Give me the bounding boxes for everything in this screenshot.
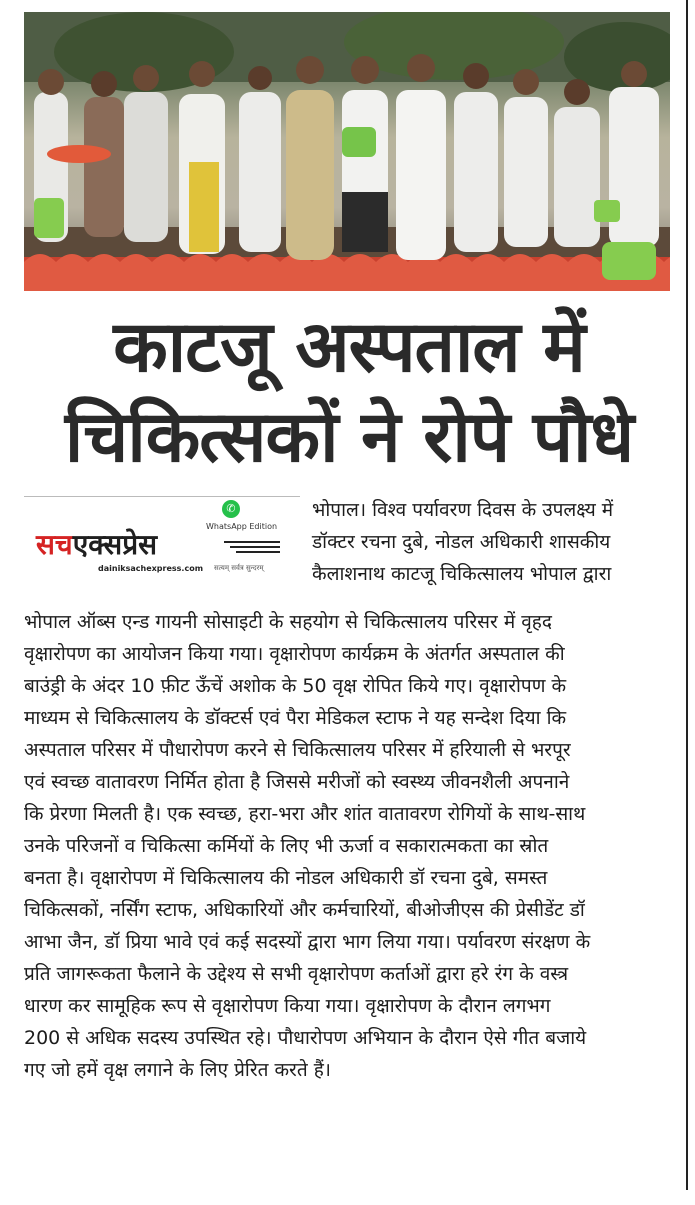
article-intro — [312, 494, 677, 590]
article-line: चिकित्सकों, नर्सिंग स्टाफ, अधिकारियों और कर्मचारियों, बीओजीएस की प्रेसीडेंट डॉ — [24, 899, 585, 921]
article-line: गए जो हमें वृक्ष लगाने के लिए प्रेरित करते हैं। — [24, 1059, 331, 1081]
headline — [24, 302, 674, 482]
article-line: अस्पताल परिसर में पौधारोपण करने से चिकित्सालय परिसर में हरियाली से भरपूर — [24, 739, 571, 761]
article-line: बाउंड्री के अंदर 10 फ़ीट ऊँचें अशोक के 50 वृक्ष रोपित किये गए। वृक्षारोपण के — [24, 675, 567, 697]
publication-logo — [28, 500, 298, 580]
speed-lines-icon — [224, 540, 284, 556]
article-line: भोपाल। विश्व पर्यावरण दिवस के उपलक्ष्य में — [312, 499, 614, 521]
article-line: कि प्रेरणा मिलती है। एक स्वच्छ, हरा-भरा और शांत वातावरण रोगियों के साथ-साथ — [24, 803, 586, 825]
article-line: भोपाल ऑब्स एन्ड गायनी सोसाइटी के सहयोग से चिकित्सालय परिसर में वृहद — [24, 611, 552, 633]
whatsapp-icon: ✆ — [222, 500, 240, 518]
column-rule — [686, 0, 688, 1190]
article-line: प्रति जागरूकता फैलाने के उद्देश्य से सभी वृक्षारोपण कर्ताओं द्वारा हरे रंग के वस्त्र — [24, 963, 569, 985]
article-line: उनके परिजनों व चिकित्सा कर्मियों के लिए भी ऊर्जा व सकारात्मकता का स्रोत — [24, 835, 549, 857]
brand-tagline: सत्यम् सर्वत्र सुन्दरम् — [214, 564, 264, 572]
edition-label: WhatsApp Edition — [206, 522, 278, 531]
article-line: धारण कर सामूहिक रूप से वृक्षारोपण किया गया। वृक्षारोपण के दौरान लगभग — [24, 995, 551, 1017]
article-line: माध्यम से चिकित्सालय के डॉक्टर्स एवं पैरा मेडिकल स्टाफ ने यह सन्देश दिया कि — [24, 707, 567, 729]
article-line: वृक्षारोपण का आयोजन किया गया। वृक्षारोपण कार्यक्रम के अंतर्गत अस्पताल की — [24, 643, 565, 665]
logo-divider — [24, 496, 300, 497]
article-line: आभा जैन, डॉ प्रिया भावे एवं कई सदस्यों द्वारा भाग लिया गया। पर्यावरण संरक्षण के — [24, 931, 591, 953]
brand-name — [36, 528, 157, 562]
news-photo — [24, 12, 670, 291]
brand-part-2: एक्सप्रेस — [72, 528, 158, 561]
headline-line-2: चिकित्सकों ने रोपे पौधे — [64, 395, 634, 478]
article-line: डॉक्टर रचना दुबे, नोडल अधिकारी शासकीय — [312, 531, 611, 553]
tree-plantation-photo-icon — [24, 12, 670, 291]
article-body — [24, 606, 674, 1086]
headline-line-1: काटजू अस्पताल में — [113, 305, 585, 388]
article-line: बनता है। वृक्षारोपण में चिकित्सालय की नोडल अधिकारी डॉ रचना दुबे, समस्त — [24, 867, 548, 889]
article-line: एवं स्वच्छ वातावरण निर्मित होता है जिससे मरीजों को स्वस्थ्य जीवनशैली अपनाने — [24, 771, 570, 793]
website-url: dainiksachexpress.com — [98, 564, 204, 573]
brand-part-1: सच — [36, 528, 73, 561]
article-line: कैलाशनाथ काटजू चिकित्सालय भोपाल द्वारा — [312, 563, 612, 585]
article-line: 200 से अधिक सदस्य उपस्थित रहे। पौधारोपण अभियान के दौरान ऐसे गीत बजाये — [24, 1027, 587, 1049]
